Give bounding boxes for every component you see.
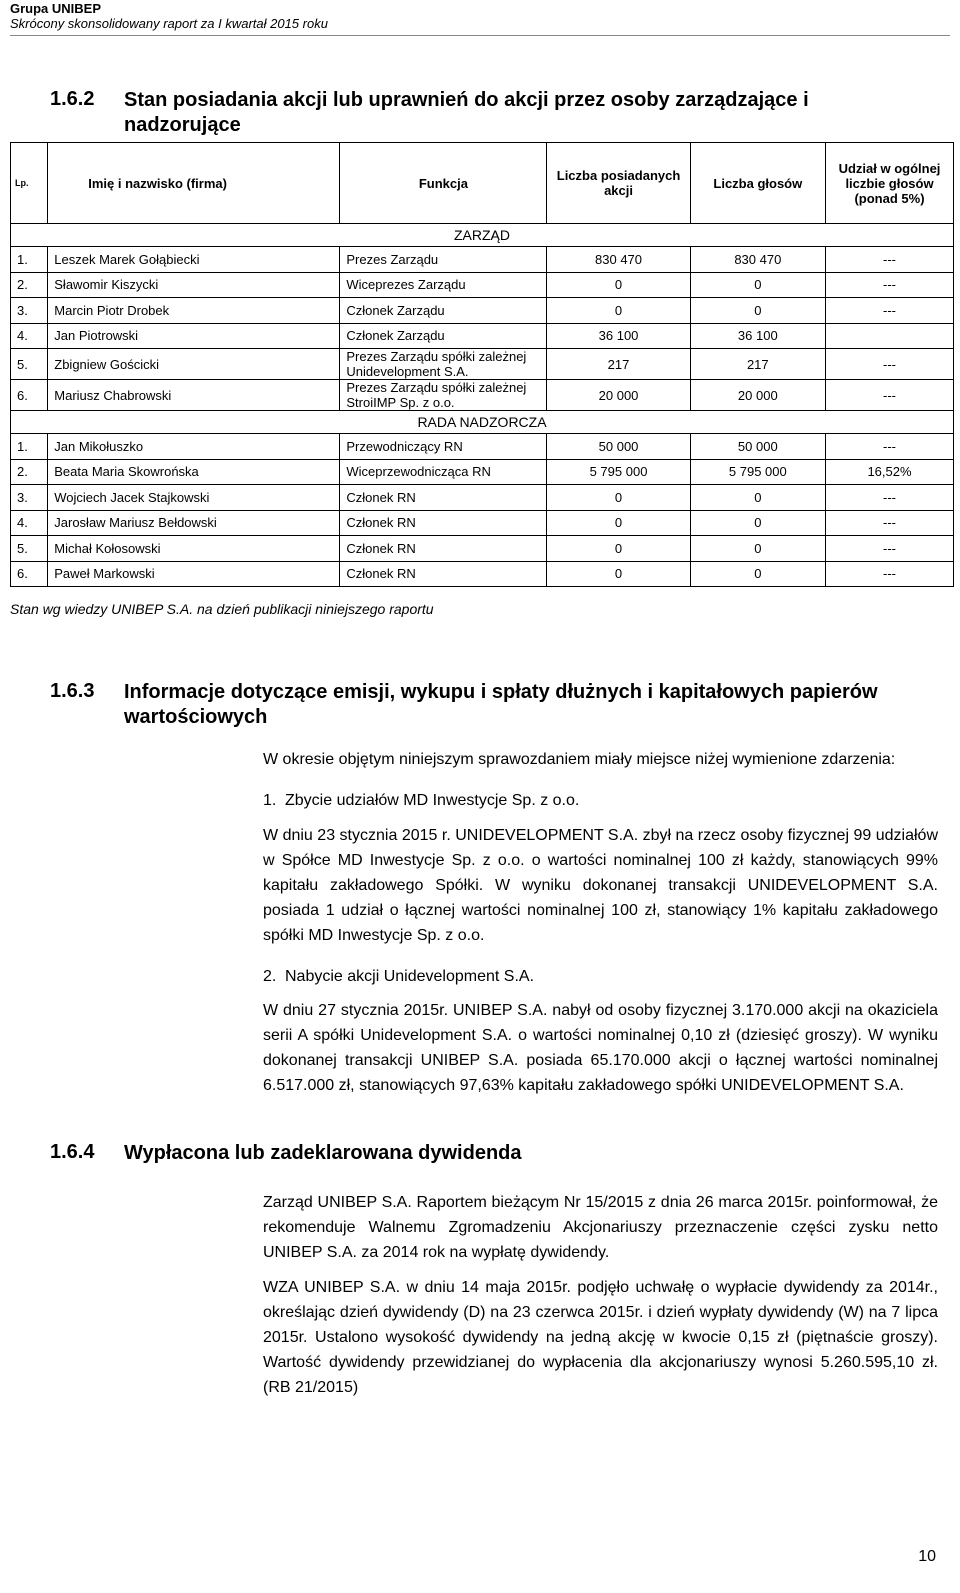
zarzad-function-cell: Członek Zarządu [340, 323, 547, 349]
header-lp: Lp. [11, 143, 48, 224]
rada-function-cell: Przewodniczący RN [340, 434, 547, 460]
rada-votes-cell: 0 [690, 561, 825, 587]
table-row [11, 510, 954, 536]
header-votes: Liczba głosów [690, 143, 825, 224]
zarzad-shares-cell: 830 470 [547, 247, 690, 273]
zarzad-lp-cell: 3. [11, 298, 48, 324]
event-1-text: W dniu 23 stycznia 2015 r. UNIDEVELOPMENT S.A. zbył na rzecz osoby fizycznej 99 udziałów w Spółce MD Inwestycje Sp. z o.o. o wartości nominalnej 100 zł każdy, stanowiących 99% kapitału zakładowego Spółki. W wyniku dokonanej transakcji UNIDEVELOPMENT S.A. posiada 1 udział o łącznej wartości nominalnej 100 zł, stanowiący 1% kapitału zakładowego spółki MD Inwestycje Sp. z o.o. [263, 827, 938, 944]
zarzad-pct-cell: --- [826, 247, 954, 273]
zarzad-name-cell: Mariusz Chabrowski [48, 380, 340, 411]
rada-pct-cell: --- [826, 434, 954, 460]
rada-pct-cell: --- [826, 485, 954, 511]
rada-shares-cell: 0 [547, 536, 690, 562]
zarzad-function-cell: Prezes Zarządu spółki zależnej StroiIMP Sp. z o.o. [340, 380, 547, 411]
zarzad-votes-cell: 36 100 [690, 323, 825, 349]
header-share-pct: Udział w ogólnej liczbie głosów (ponad 5%) [826, 143, 954, 224]
table-row [11, 536, 954, 562]
zarzad-shares-cell: 0 [547, 298, 690, 324]
page-header-company: Grupa UNIBEP [10, 1, 102, 16]
zarzad-function-cell: Wiceprezes Zarządu [340, 272, 547, 298]
rada-votes-cell: 0 [690, 536, 825, 562]
table-row [11, 380, 954, 411]
ownership-table [10, 142, 954, 587]
section-163-title: Informacje dotyczące emisji, wykupu i spłaty dłużnych i kapitałowych papierów wartościowych [124, 681, 878, 728]
event-1-number: 1. [263, 792, 277, 809]
zarzad-votes-cell: 20 000 [690, 380, 825, 411]
rada-pct-cell: --- [826, 536, 954, 562]
zarzad-pct-cell: --- [826, 272, 954, 298]
section-164-title: Wypłacona lub zadeklarowana dywidenda [124, 1142, 522, 1164]
zarzad-shares-cell: 217 [547, 349, 690, 380]
section-163-intro: W okresie objętym niniejszym sprawozdaniem miały miejsce niżej wymienione zdarzenia: [263, 751, 896, 768]
rada-function-cell: Członek RN [340, 485, 547, 511]
header-name: Imię i nazwisko (firma) [48, 143, 340, 224]
rada-pct-cell: 16,52% [826, 459, 954, 485]
rada-name-cell: Beata Maria Skowrońska [48, 459, 340, 485]
rada-name-cell: Paweł Markowski [48, 561, 340, 587]
zarzad-name-cell: Zbigniew Gościcki [48, 349, 340, 380]
page-number: 10 [918, 1548, 936, 1565]
zarzad-function-cell: Prezes Zarządu spółki zależnej Unidevelopment S.A. [340, 349, 547, 380]
zarzad-name-cell: Marcin Piotr Drobek [48, 298, 340, 324]
rada-lp-cell: 6. [11, 561, 48, 587]
zarzad-shares-cell: 20 000 [547, 380, 690, 411]
table-row [11, 349, 954, 380]
source-note: Stan wg wiedzy UNIBEP S.A. na dzień publikacji niniejszego raportu [10, 601, 434, 617]
zarzad-section-label: ZARZĄD [11, 224, 954, 247]
zarzad-name-cell: Sławomir Kiszycki [48, 272, 340, 298]
zarzad-lp-cell: 4. [11, 323, 48, 349]
event-1-title: Zbycie udziałów MD Inwestycje Sp. z o.o. [285, 792, 580, 809]
table-row [11, 561, 954, 587]
rada-function-cell: Członek RN [340, 510, 547, 536]
table-row [11, 247, 954, 273]
rada-lp-cell: 4. [11, 510, 48, 536]
rada-section-label: RADA NADZORCZA [11, 411, 954, 434]
rada-name-cell: Michał Kołosowski [48, 536, 340, 562]
table-row [11, 298, 954, 324]
event-2-number: 2. [263, 968, 277, 985]
rada-name-cell: Jarosław Mariusz Bełdowski [48, 510, 340, 536]
zarzad-shares-cell: 36 100 [547, 323, 690, 349]
header-function: Funkcja [340, 143, 547, 224]
zarzad-function-cell: Prezes Zarządu [340, 247, 547, 273]
dividend-paragraph-2: WZA UNIBEP S.A. w dniu 14 maja 2015r. podjęło uchwałę o wypłacie dywidendy za 2014r., określając dzień dywidendy (D) na 23 czerwca 2015r. i dzień wypłaty dywidendy (W) na 7 lipca 2015r. Ustalono wysokość dywidendy na jedną akcję w kwocie 0,15 zł (piętnaście groszy). Wartość dywidendy przewidzianej do wypłacenia dla akcjonariuszy wynosi 5.260.595,10 zł. (RB 21/2015) [263, 1279, 938, 1396]
rada-pct-cell: --- [826, 561, 954, 587]
event-2-title: Nabycie akcji Unidevelopment S.A. [285, 968, 535, 985]
rada-votes-cell: 0 [690, 485, 825, 511]
rada-votes-cell: 5 795 000 [690, 459, 825, 485]
event-2-text: W dniu 27 stycznia 2015r. UNIBEP S.A. nabył od osoby fizycznej 3.170.000 akcji na okaziciela serii A spółki Unidevelopment S.A. o wartości nominalnej 0,10 zł (dziesięć groszy). W wyniku dokonanej transakcji UNIBEP S.A. posiada 65.170.000 akcji o łącznej wartości nominalnej 6.517.000 zł, stanowiących 97,63% kapitału zakładowego spółki UNIDEVELOPMENT S.A. [263, 1002, 938, 1094]
table-row [11, 323, 954, 349]
table-row [11, 485, 954, 511]
rada-shares-cell: 0 [547, 485, 690, 511]
zarzad-name-cell: Leszek Marek Gołąbiecki [48, 247, 340, 273]
zarzad-lp-cell: 5. [11, 349, 48, 380]
section-164-number: 1.6.4 [50, 1141, 95, 1163]
zarzad-votes-cell: 217 [690, 349, 825, 380]
rada-name-cell: Jan Mikołuszko [48, 434, 340, 460]
rada-name-cell: Wojciech Jacek Stajkowski [48, 485, 340, 511]
table-header-row [11, 143, 954, 224]
rada-pct-cell: --- [826, 510, 954, 536]
rada-shares-cell: 0 [547, 510, 690, 536]
header-divider [10, 35, 950, 36]
section-162-title: Stan posiadania akcji lub uprawnień do akcji przez osoby zarządzające i nadzorujące [124, 89, 809, 136]
zarzad-lp-cell: 6. [11, 380, 48, 411]
rada-function-cell: Wiceprzewodnicząca RN [340, 459, 547, 485]
rada-section-row [11, 411, 954, 434]
rada-function-cell: Członek RN [340, 536, 547, 562]
zarzad-shares-cell: 0 [547, 272, 690, 298]
zarzad-pct-cell: --- [826, 349, 954, 380]
table-row [11, 434, 954, 460]
zarzad-pct-cell [826, 323, 954, 349]
section-163-number: 1.6.3 [50, 680, 95, 702]
zarzad-function-cell: Członek Zarządu [340, 298, 547, 324]
zarzad-votes-cell: 830 470 [690, 247, 825, 273]
zarzad-section-row [11, 224, 954, 247]
rada-lp-cell: 2. [11, 459, 48, 485]
rada-votes-cell: 50 000 [690, 434, 825, 460]
rada-lp-cell: 3. [11, 485, 48, 511]
rada-lp-cell: 5. [11, 536, 48, 562]
table-row [11, 459, 954, 485]
header-shares: Liczba posiadanych akcji [547, 143, 690, 224]
rada-shares-cell: 0 [547, 561, 690, 587]
zarzad-votes-cell: 0 [690, 272, 825, 298]
zarzad-lp-cell: 2. [11, 272, 48, 298]
zarzad-name-cell: Jan Piotrowski [48, 323, 340, 349]
rada-shares-cell: 50 000 [547, 434, 690, 460]
rada-lp-cell: 1. [11, 434, 48, 460]
dividend-paragraph-1: Zarząd UNIBEP S.A. Raportem bieżącym Nr 15/2015 z dnia 26 marca 2015r. poinformował, że rekomenduje Walnemu Zgromadzeniu Akcjonariuszy przeznaczenie części zysku netto UNIBEP S.A. za 2014 rok na wypłatę dywidendy. [263, 1194, 938, 1261]
zarzad-lp-cell: 1. [11, 247, 48, 273]
rada-votes-cell: 0 [690, 510, 825, 536]
rada-shares-cell: 5 795 000 [547, 459, 690, 485]
section-162-number: 1.6.2 [50, 88, 95, 110]
page-header-report: Skrócony skonsolidowany raport za I kwartał 2015 roku [10, 16, 328, 31]
rada-function-cell: Członek RN [340, 561, 547, 587]
zarzad-pct-cell: --- [826, 298, 954, 324]
table-row [11, 272, 954, 298]
zarzad-pct-cell: --- [826, 380, 954, 411]
zarzad-votes-cell: 0 [690, 298, 825, 324]
